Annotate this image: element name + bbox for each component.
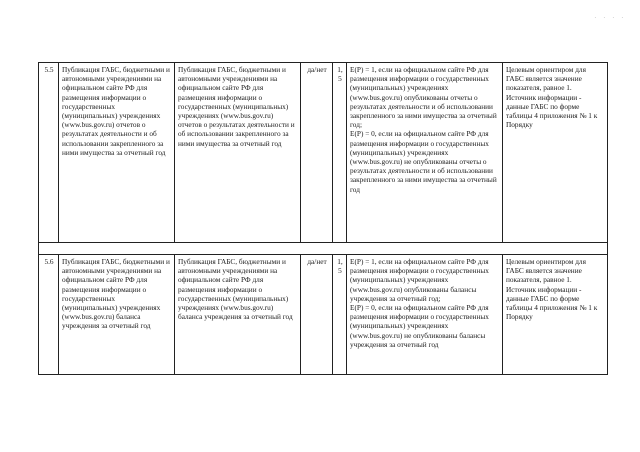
indicator-weight: 1,5 (333, 255, 347, 375)
indicator-weight: 1,5 (333, 63, 347, 243)
scan-artifact-mark: . . . . (594, 14, 626, 20)
row-number: 5.6 (39, 255, 59, 375)
indicator-title: Публикация ГАБС, бюджетными и автономными учреждениями на официальном сайте РФ для размещения информации о государственных (муниципальных) учреждениях (www.bus.gov.ru) отчетов о результатах деятельности и об использовании закрепленного за ними имущества за отчетный год (59, 63, 175, 243)
indicator-description: Публикация ГАБС, бюджетными и автономными учреждениями на официальном сайте РФ для размещения информации о государственных (муниципальных) учреждениях (www.bus.gov.ru) баланса учреждения за отчетный год (175, 255, 301, 375)
row-gap-cell (39, 243, 608, 255)
indicators-table (38, 62, 608, 375)
table-row (39, 63, 608, 243)
row-number: 5.5 (39, 63, 59, 243)
indicator-unit: да/нет (301, 255, 333, 375)
indicator-title: Публикация ГАБС, бюджетными и автономными учреждениями на официальном сайте РФ для размещения информации о государственных (муниципальных) учреждениях (www.bus.gov.ru) баланса учреждения за отчетный год (59, 255, 175, 375)
indicator-description: Публикация ГАБС, бюджетными и автономными учреждениями на официальном сайте РФ для размещения информации о государственных (муниципальных) учреждениях (www.bus.gov.ru) отчетов о результатах деятельности и об использовании закрепленного за ними имущества за отчетный год (175, 63, 301, 243)
indicator-criteria: E(P) = 1, если на официальном сайте РФ для размещения информации о государственных (муниципальных) учреждениях (www.bus.gov.ru) опубликованы балансы учреждения за отчетный год; E(P) = 0, если на официальном сайте РФ для размещения информации о государственных (муниципальных) учреждениях (www.bus.gov.ru) не опубликованы балансы учреждения за отчетный год (347, 255, 503, 375)
indicator-criteria: E(P) = 1, если на официальном сайте РФ для размещения информации о государственных (муниципальных) учреждениях (www.bus.gov.ru) опубликованы отчеты о результатах деятельности и об использовании закрепленного за ними имущества за отчетный год; E(P) = 0, если на официальном сайте РФ для размещения информации о государственных (муниципальных) учреждениях (www.bus.gov.ru) не опубликованы отчеты о результатах деятельности и об использовании закрепленного за ними имущества за отчетный год (347, 63, 503, 243)
row-gap (39, 243, 608, 255)
indicator-note: Целевым ориентиром для ГАБС является значение показателя, равное 1. Источник информации - данные ГАБС по форме таблицы 4 приложения № 1 к Порядку (503, 255, 608, 375)
indicator-note: Целевым ориентиром для ГАБС является значение показателя, равное 1. Источник информации - данные ГАБС по форме таблицы 4 приложения № 1 к Порядку (503, 63, 608, 243)
indicator-unit: да/нет (301, 63, 333, 243)
table-row (39, 255, 608, 375)
